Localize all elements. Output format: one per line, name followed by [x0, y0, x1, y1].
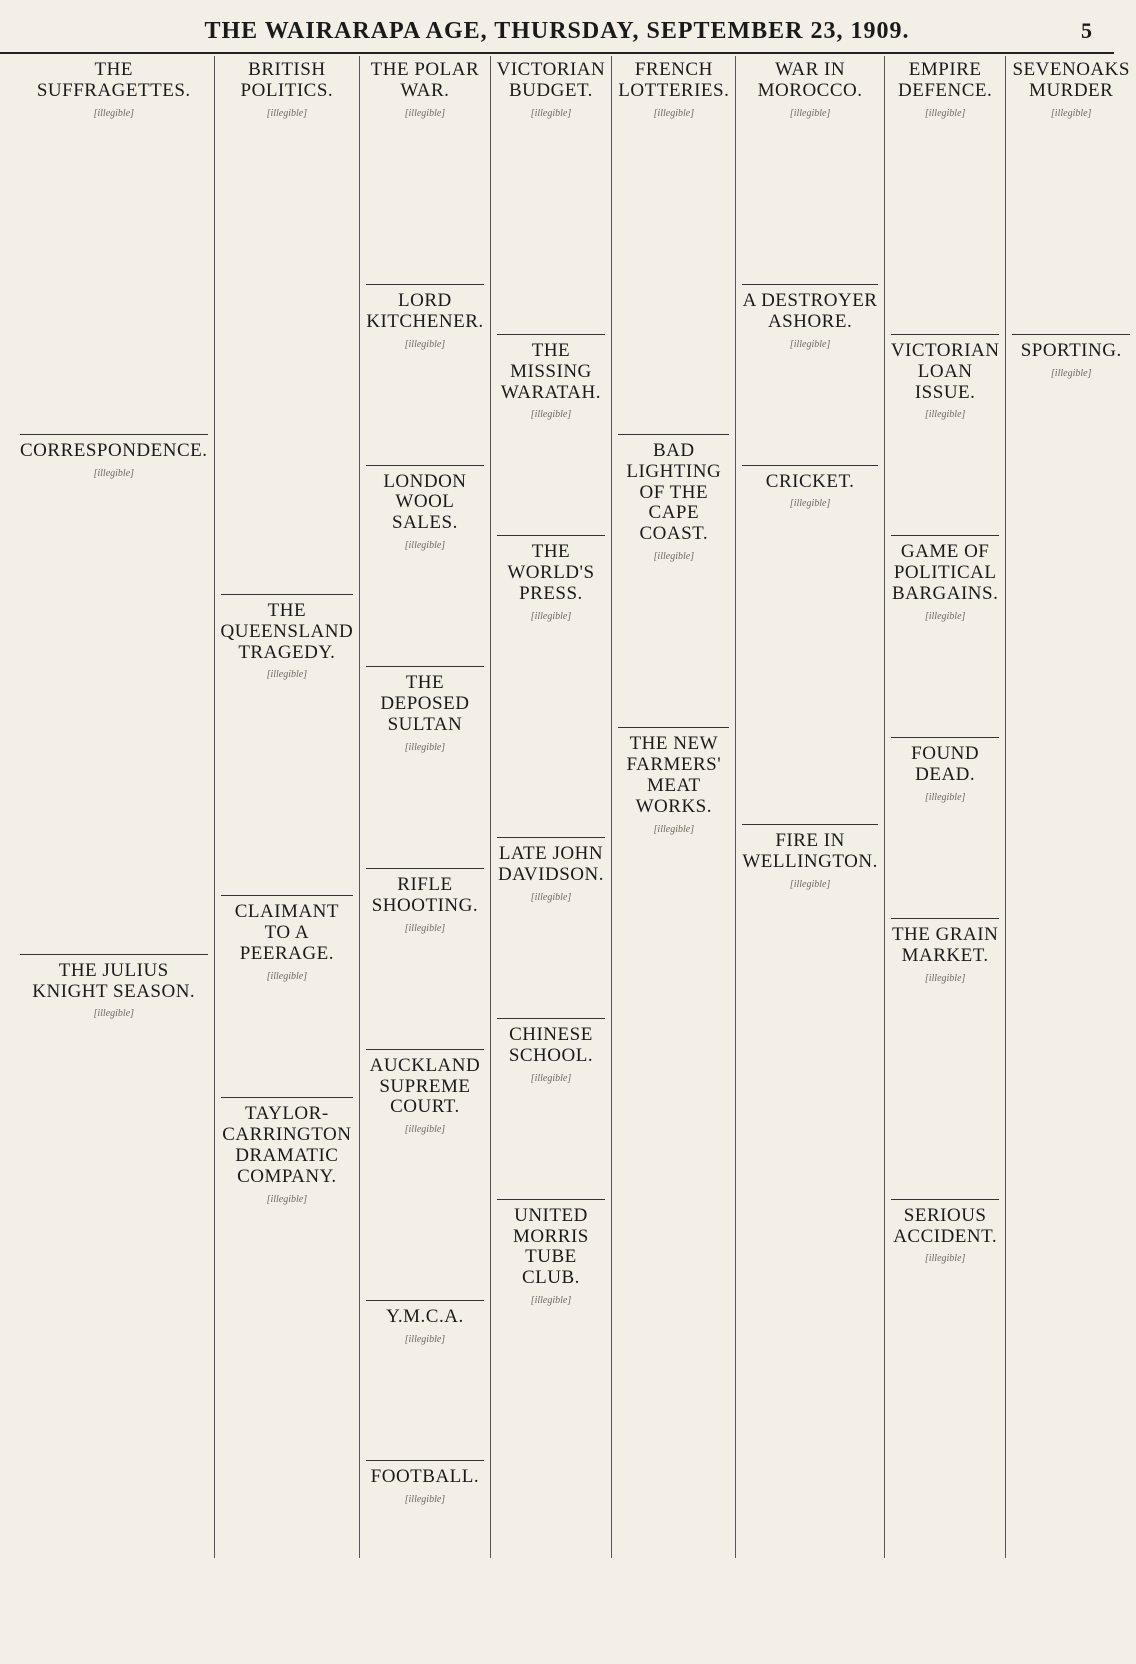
column-4 — [491, 56, 613, 1558]
divider — [891, 737, 1000, 738]
column-5 — [612, 56, 736, 1558]
divider — [366, 666, 483, 667]
article-body: [illegible] — [404, 338, 446, 350]
headline: FRENCH LOTTERIES. — [618, 59, 730, 101]
article-body: [illegible] — [789, 107, 831, 119]
article-body: [illegible] — [924, 972, 966, 984]
article-body: [illegible] — [266, 1193, 308, 1205]
headline: VICTORIAN LOAN ISSUE. — [890, 339, 1000, 403]
article-body: [illegible] — [404, 1494, 446, 1506]
headline: BRITISH POLITICS. — [240, 59, 334, 101]
headline: CLAIMANT TO A PEERAGE. — [234, 901, 339, 965]
divider — [497, 334, 606, 335]
article-body: [illegible] — [1050, 367, 1092, 379]
divider — [1012, 334, 1129, 335]
divider — [20, 434, 208, 435]
divider — [497, 535, 606, 536]
article-body: [illegible] — [789, 498, 831, 510]
divider — [742, 465, 877, 466]
article-body: [illegible] — [789, 879, 831, 891]
divider — [497, 1199, 606, 1200]
headline: SPORTING. — [1020, 339, 1122, 361]
headline: SERIOUS ACCIDENT. — [893, 1204, 998, 1247]
divider — [366, 465, 483, 466]
headline: LATE JOHN DAVIDSON. — [497, 843, 604, 886]
divider — [366, 1049, 483, 1050]
headline: THE JULIUS KNIGHT SEASON. — [32, 959, 196, 1002]
article-body: [illegible] — [530, 107, 572, 119]
headline: FIRE IN WELLINGTON. — [742, 830, 878, 873]
headline: A DESTROYER ASHORE. — [742, 289, 878, 332]
headline: FOUND DEAD. — [911, 743, 980, 786]
article-body: [illegible] — [266, 107, 308, 119]
divider — [221, 594, 354, 595]
divider — [891, 334, 1000, 335]
headline: THE MISSING WARATAH. — [500, 339, 602, 403]
column-2 — [215, 56, 361, 1558]
article-body: [illegible] — [924, 409, 966, 421]
divider — [366, 868, 483, 869]
article-body: [illegible] — [404, 1124, 446, 1136]
column-8 — [1006, 56, 1135, 1558]
column-1 — [14, 56, 215, 1558]
column-3 — [360, 56, 490, 1558]
divider — [221, 895, 354, 896]
headline: GAME OF POLITICAL BARGAINS. — [891, 541, 999, 605]
headline: UNITED MORRIS TUBE CLUB. — [513, 1204, 589, 1289]
divider — [891, 918, 1000, 919]
headline: LORD KITCHENER. — [366, 289, 484, 332]
column-6 — [736, 56, 884, 1558]
headline: THE SUFFRAGETTES. — [36, 59, 191, 101]
headline: WAR IN MOROCCO. — [757, 59, 863, 101]
headline: THE GRAIN MARKET. — [891, 923, 999, 966]
article-body: [illegible] — [530, 1072, 572, 1084]
article-body: [illegible] — [404, 741, 446, 753]
headline: AUCKLAND SUPREME COURT. — [369, 1054, 481, 1118]
page-number: 5 — [1081, 18, 1092, 43]
newspaper-title: THE WAIRARAPA AGE, THURSDAY, SEPTEMBER 23, 1909. — [204, 18, 910, 44]
article-body: [illegible] — [924, 1253, 966, 1265]
article-body: [illegible] — [404, 540, 446, 552]
headline: CHINESE SCHOOL. — [508, 1023, 594, 1066]
masthead — [0, 0, 1114, 54]
headline: RIFLE SHOOTING. — [371, 873, 479, 916]
divider — [742, 284, 877, 285]
headline: VICTORIAN BUDGET. — [496, 59, 606, 101]
article-body: [illegible] — [924, 611, 966, 623]
divider — [366, 284, 483, 285]
article-body: [illegible] — [93, 107, 135, 119]
headline: THE POLAR WAR. — [370, 59, 480, 101]
headline: FOOTBALL. — [370, 1466, 480, 1488]
divider — [366, 1300, 483, 1301]
headline: SEVENOAKS MURDER — [1012, 59, 1130, 101]
divider — [618, 434, 729, 435]
article-body: [illegible] — [924, 107, 966, 119]
divider — [891, 535, 1000, 536]
headline: THE DEPOSED SULTAN — [380, 672, 470, 736]
article-body: [illegible] — [530, 891, 572, 903]
article-body: [illegible] — [924, 791, 966, 803]
divider — [497, 837, 606, 838]
headline: Y.M.C.A. — [386, 1306, 464, 1328]
article-body: [illegible] — [530, 1295, 572, 1307]
headline: BAD LIGHTING OF THE CAPE COAST. — [626, 439, 722, 545]
newspaper-columns — [14, 56, 1130, 1558]
headline: CORRESPONDENCE. — [20, 439, 208, 461]
divider — [891, 1199, 1000, 1200]
article-body: [illegible] — [653, 107, 695, 119]
headline: LONDON WOOL SALES. — [383, 470, 467, 534]
article-body: [illegible] — [266, 971, 308, 983]
column-7 — [885, 56, 1007, 1558]
article-body: [illegible] — [789, 338, 831, 350]
headline: TAYLOR-CARRINGTON DRAMATIC COMPANY. — [222, 1103, 352, 1187]
divider — [742, 824, 877, 825]
article-body: [illegible] — [404, 107, 446, 119]
headline: EMPIRE DEFENCE. — [898, 59, 993, 101]
headline: THE QUEENSLAND TRAGEDY. — [220, 599, 354, 663]
divider — [221, 1097, 354, 1098]
divider — [366, 1460, 483, 1461]
article-body: [illegible] — [93, 467, 135, 479]
article-body: [illegible] — [404, 922, 446, 934]
article-body: [illegible] — [530, 409, 572, 421]
article-body: [illegible] — [530, 611, 572, 623]
article-body: [illegible] — [266, 669, 308, 681]
divider — [20, 954, 208, 955]
article-body: [illegible] — [653, 551, 695, 563]
divider — [497, 1018, 606, 1019]
article-body: [illegible] — [653, 823, 695, 835]
article-body: [illegible] — [1050, 107, 1092, 119]
headline: THE WORLD'S PRESS. — [507, 541, 595, 605]
article-body: [illegible] — [404, 1334, 446, 1346]
headline: CRICKET. — [765, 470, 855, 492]
headline: THE NEW FARMERS' MEAT WORKS. — [626, 733, 722, 817]
article-body: [illegible] — [93, 1008, 135, 1020]
divider — [618, 727, 729, 728]
